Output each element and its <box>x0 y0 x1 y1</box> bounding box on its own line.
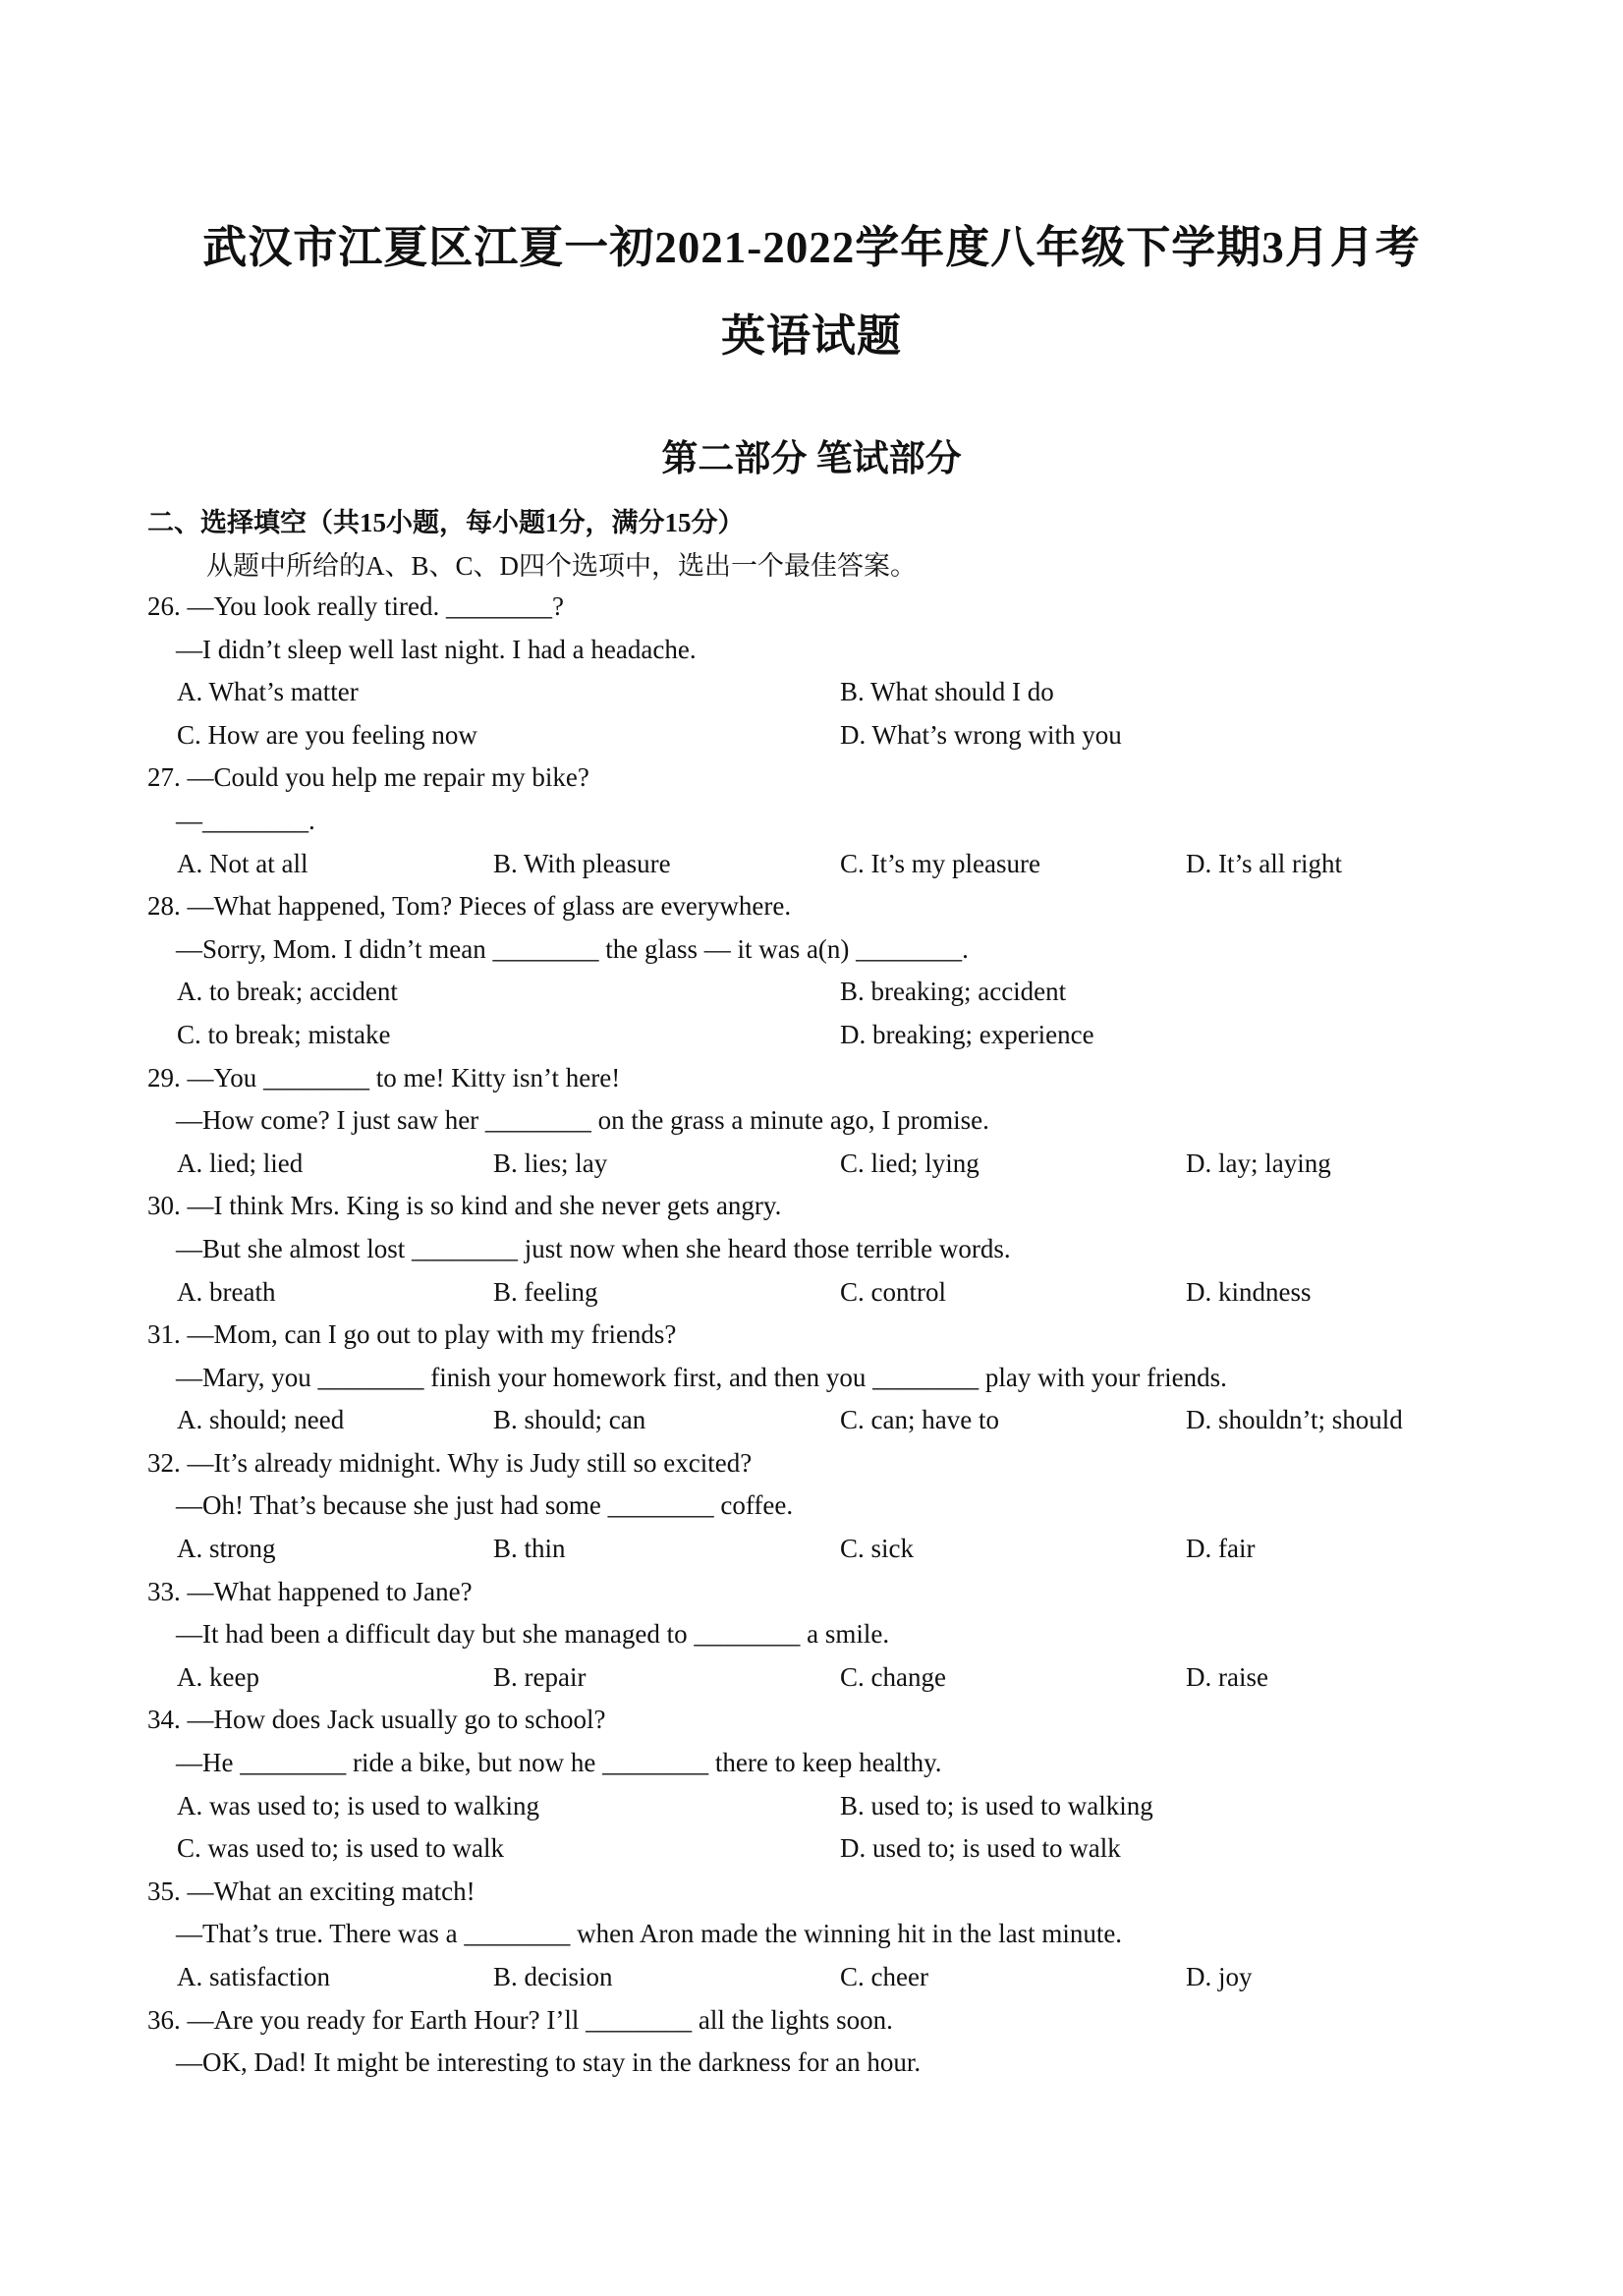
section-heading: 二、选择填空（共15小题，每小题1分，满分15分） <box>147 508 745 537</box>
answer-options <box>147 671 1523 714</box>
question-number: 29. <box>147 1062 181 1092</box>
answer-options <box>147 714 1523 757</box>
answer-option-b: B. used to; is used to walking <box>840 1790 1153 1820</box>
answer-option-c: C. change <box>840 1661 946 1692</box>
answer-option-c: C. sick <box>840 1534 915 1564</box>
question-35 <box>147 1871 1523 1999</box>
answer-option-d: D. breaking; experience <box>840 1019 1094 1049</box>
question-reply: —I didn’t sleep well last night. I had a headache. <box>176 634 697 664</box>
question-prompt-line <box>147 1314 1523 1357</box>
question-reply: —Oh! That’s because she just had some ________ coffee. <box>176 1490 794 1521</box>
question-list <box>147 586 1523 2085</box>
exam-title-line-2: 英语试题 <box>720 311 902 361</box>
answer-option-d: D. lay; laying <box>1186 1148 1331 1178</box>
answer-options <box>147 971 1523 1014</box>
question-number: 30. <box>147 1191 181 1221</box>
answer-option-d: D. raise <box>1186 1661 1268 1692</box>
answer-option-b: B. thin <box>493 1534 566 1564</box>
answer-option-c: C. lied; lying <box>840 1148 979 1178</box>
question-prompt: —What an exciting match! <box>187 1876 476 1906</box>
question-number: 35. <box>147 1876 181 1906</box>
answer-options <box>147 1956 1523 1999</box>
question-number: 27. <box>147 762 181 793</box>
answer-option-c: C. control <box>840 1276 946 1307</box>
question-30 <box>147 1185 1523 1314</box>
question-reply: —________. <box>176 805 315 835</box>
answer-option-c: C. can; have to <box>840 1405 999 1435</box>
answer-options <box>147 1656 1523 1700</box>
question-prompt: —You look really tired. ________? <box>187 591 564 621</box>
answer-option-b: B. should; can <box>493 1405 646 1435</box>
answer-option-d: D. joy <box>1186 1962 1253 1991</box>
question-reply: —Mary, you ________ finish your homework first, and then you ________ play with your friends. <box>176 1362 1227 1392</box>
question-reply: —Sorry, Mom. I didn’t mean ________ the glass — it was a(n) ________. <box>176 933 969 964</box>
answer-option-a: A. was used to; is used to walking <box>177 1790 539 1820</box>
question-28 <box>147 885 1523 1056</box>
question-prompt: —You ________ to me! Kitty isn’t here! <box>187 1062 621 1092</box>
answer-options <box>147 843 1523 886</box>
answer-option-b: B. lies; lay <box>493 1148 608 1178</box>
answer-option-a: A. Not at all <box>177 848 308 878</box>
question-prompt-line <box>147 1057 1523 1100</box>
answer-option-c: C. was used to; is used to walk <box>177 1833 504 1864</box>
question-number: 31. <box>147 1319 181 1350</box>
answer-option-d: D. fair <box>1186 1534 1256 1564</box>
section-instruction: 从题中所给的A、B、C、D四个选项中，选出一个最佳答案。 <box>206 551 918 581</box>
question-prompt: —What happened to Jane? <box>187 1576 473 1606</box>
answer-option-b: B. With pleasure <box>493 848 671 878</box>
answer-option-a: A. satisfaction <box>177 1962 330 1991</box>
question-prompt-line <box>147 1871 1523 1914</box>
question-prompt-line <box>147 756 1523 800</box>
question-prompt: —How does Jack usually go to school? <box>187 1705 606 1735</box>
question-prompt: —Could you help me repair my bike? <box>187 762 589 793</box>
question-33 <box>147 1571 1523 1700</box>
question-26 <box>147 586 1523 756</box>
question-prompt-line <box>147 586 1523 629</box>
answer-option-c: C. How are you feeling now <box>177 719 477 750</box>
answer-options <box>147 1528 1523 1571</box>
question-number: 33. <box>147 1576 181 1606</box>
question-prompt-line <box>147 1185 1523 1228</box>
question-prompt: —Are you ready for Earth Hour? I’ll ________ all the lights soon. <box>187 2004 893 2035</box>
question-number: 28. <box>147 891 181 922</box>
question-prompt: —I think Mrs. King is so kind and she never gets angry. <box>187 1191 782 1221</box>
answer-option-b: B. breaking; accident <box>840 977 1067 1007</box>
question-reply: —How come? I just saw her ________ on the grass a minute ago, I promise. <box>176 1105 989 1136</box>
answer-option-c: C. to break; mistake <box>177 1019 391 1049</box>
part-title: 第二部分 笔试部分 <box>661 439 962 479</box>
answer-option-a: A. lied; lied <box>177 1148 304 1178</box>
answer-option-a: A. to break; accident <box>177 977 398 1007</box>
question-reply: —But she almost lost ________ just now when she heard those terrible words. <box>176 1233 1011 1263</box>
answer-options <box>147 1271 1523 1315</box>
answer-option-d: D. shouldn’t; should <box>1186 1405 1403 1435</box>
answer-option-b: B. repair <box>493 1661 587 1692</box>
answer-option-d: D. What’s wrong with you <box>840 719 1122 750</box>
question-32 <box>147 1442 1523 1571</box>
question-prompt: —Mom, can I go out to play with my friends? <box>187 1319 677 1350</box>
question-prompt-line <box>147 885 1523 928</box>
question-31 <box>147 1314 1523 1442</box>
question-prompt: —What happened, Tom? Pieces of glass are everywhere. <box>187 891 792 922</box>
exam-title-line-1: 武汉市江夏区江夏一初2021-2022学年度八年级下学期3月月考 <box>202 223 1421 272</box>
question-29 <box>147 1057 1523 1186</box>
question-reply: —That’s true. There was a ________ when Aron made the winning hit in the last minute. <box>176 1919 1123 1949</box>
answer-option-a: A. strong <box>177 1534 276 1564</box>
answer-option-d: D. kindness <box>1186 1276 1312 1307</box>
question-reply: —He ________ ride a bike, but now he ________ there to keep healthy. <box>176 1748 942 1778</box>
question-27 <box>147 756 1523 885</box>
answer-option-a: A. keep <box>177 1661 259 1692</box>
question-prompt-line <box>147 1571 1523 1614</box>
answer-options <box>147 1785 1523 1828</box>
question-prompt-line <box>147 1699 1523 1742</box>
question-reply: —It had been a difficult day but she managed to ________ a smile. <box>176 1619 890 1650</box>
answer-option-b: B. feeling <box>493 1276 598 1307</box>
question-prompt: —It’s already midnight. Why is Judy still so excited? <box>187 1447 753 1478</box>
answer-option-d: D. used to; is used to walk <box>840 1833 1121 1864</box>
answer-options <box>147 1014 1523 1057</box>
question-prompt-line <box>147 1442 1523 1485</box>
answer-option-c: C. cheer <box>840 1962 928 1991</box>
question-number: 36. <box>147 2004 181 2035</box>
answer-option-a: A. should; need <box>177 1405 345 1435</box>
question-prompt-line <box>147 1999 1523 2043</box>
answer-option-b: B. decision <box>493 1962 613 1991</box>
question-reply: —OK, Dad! It might be interesting to stay in the darkness for an hour. <box>176 2047 922 2078</box>
answer-option-b: B. What should I do <box>840 677 1054 707</box>
answer-option-a: A. breath <box>177 1276 276 1307</box>
question-34 <box>147 1699 1523 1870</box>
answer-options <box>147 1827 1523 1871</box>
question-number: 26. <box>147 591 181 621</box>
question-number: 32. <box>147 1447 181 1478</box>
answer-options <box>147 1399 1523 1442</box>
question-36 <box>147 1999 1523 2085</box>
question-number: 34. <box>147 1705 181 1735</box>
answer-option-a: A. What’s matter <box>177 677 359 707</box>
answer-option-c: C. It’s my pleasure <box>840 848 1040 878</box>
answer-option-d: D. It’s all right <box>1186 848 1342 878</box>
answer-options <box>147 1143 1523 1186</box>
